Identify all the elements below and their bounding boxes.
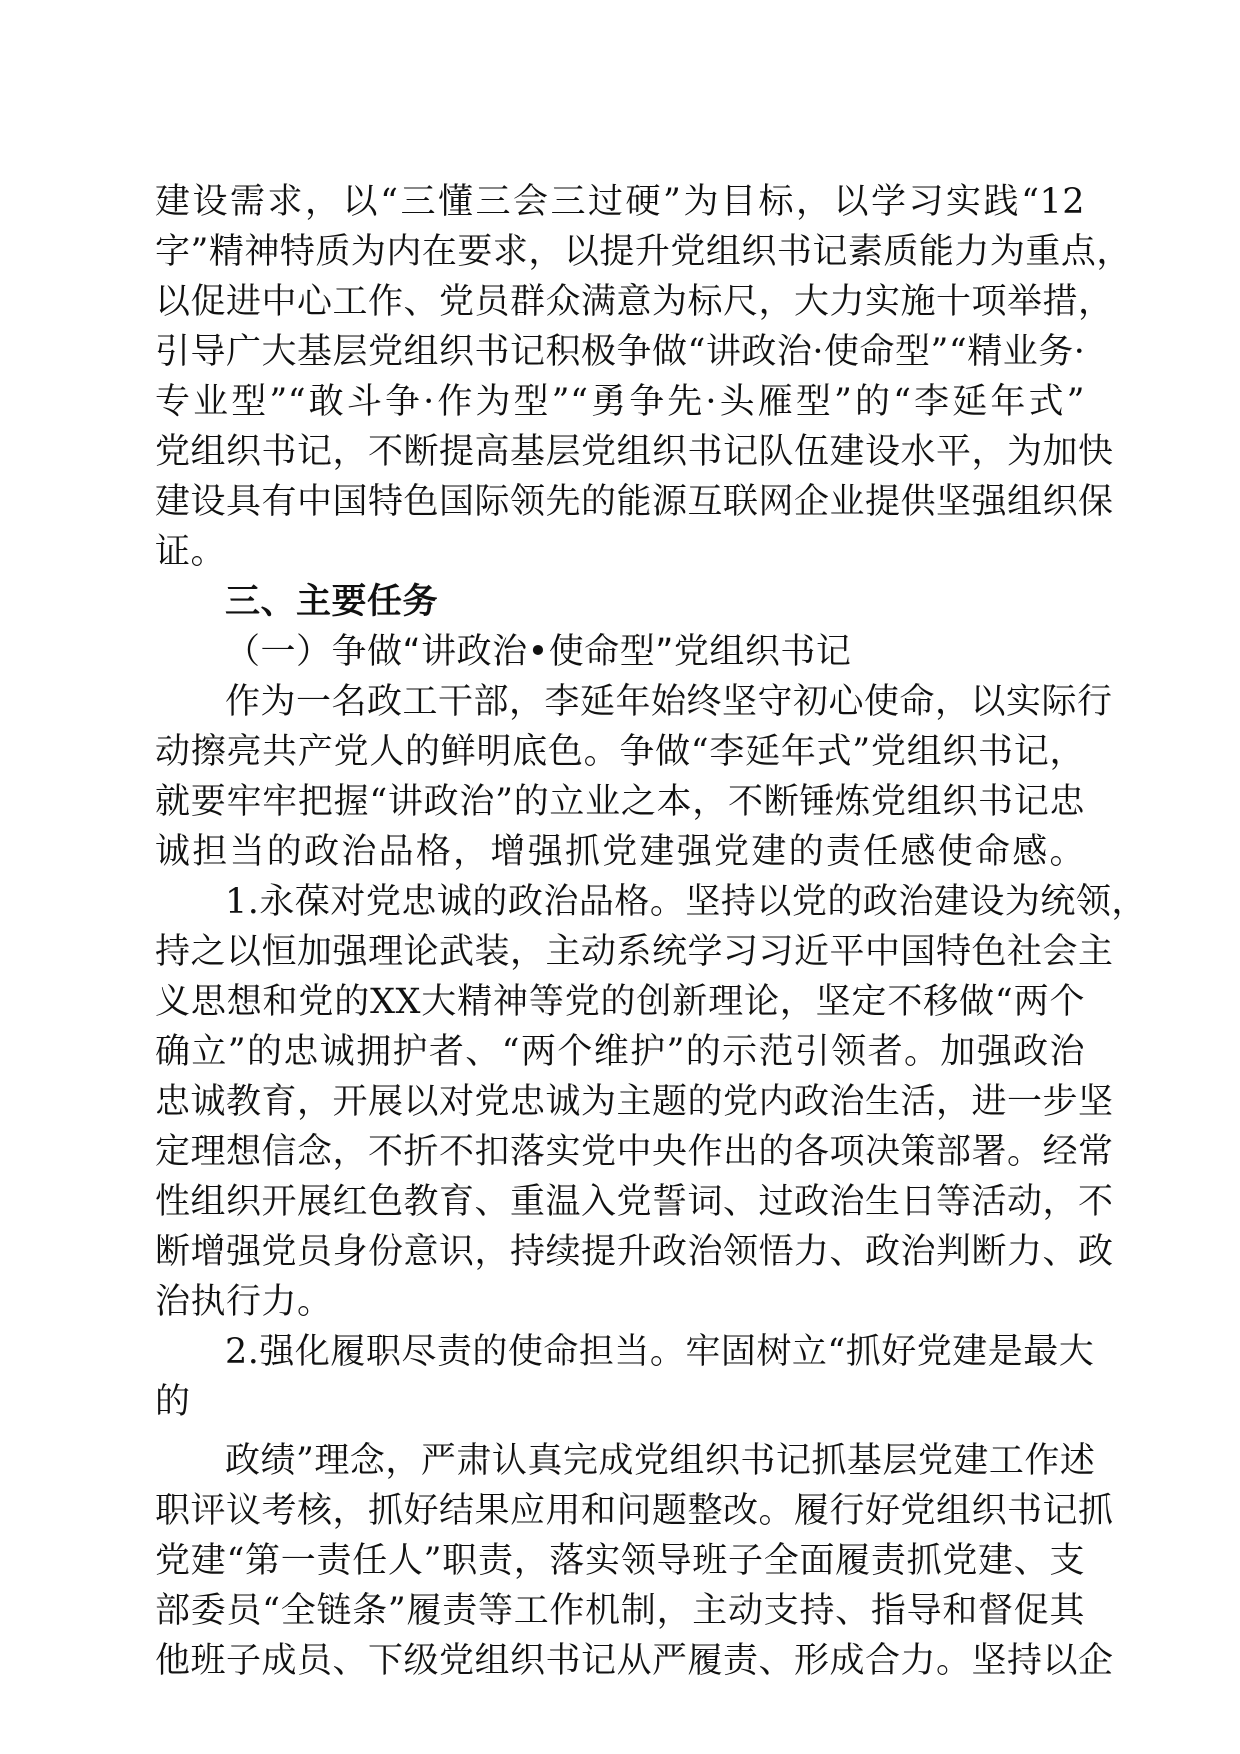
paragraph-line: 建设需求，以“三懂三会三过硬”为目标，以学习实践“12: [155, 182, 1085, 222]
paragraph-line: 专业型”“敢斗争·作为型”“勇争先·头雁型”的“李延年式”: [155, 382, 1085, 422]
paragraph-line: 党建“第一责任人”职责，落实领导班子全面履责抓党建、支: [155, 1541, 1085, 1581]
paragraph-line: 动擦亮共产党人的鲜明底色。争做“李延年式”党组织书记，: [155, 732, 1085, 772]
paragraph-line: 建设具有中国特色国际领先的能源互联网企业提供坚强组织保: [155, 482, 1114, 522]
paragraph-line: 引导广大基层党组织书记积极争做“讲政治·使命型”“精业务·: [155, 332, 1086, 372]
paragraph-line: 定理想信念，不折不扣落实党中央作出的各项决策部署。经常: [155, 1132, 1114, 1172]
paragraph-line: 他班子成员、下级党组织书记从严履责、形成合力。坚持以企: [155, 1641, 1114, 1681]
paragraph-line: 就要牢牢把握“讲政治”的立业之本，不断锤炼党组织书记忠: [155, 782, 1085, 822]
paragraph-line: 证。: [155, 532, 227, 572]
paragraph-line: 性组织开展红色教育、重温入党誓词、过政治生日等活动，不: [155, 1182, 1114, 1222]
paragraph-line: 确立”的忠诚拥护者、“两个维护”的示范引领者。加强政治: [155, 1032, 1085, 1072]
paragraph-line: 以促进中心工作、党员群众满意为标尺，大力实施十项举措，: [155, 282, 1114, 322]
paragraph-line: 部委员“全链条”履责等工作机制，主动支持、指导和督促其: [155, 1591, 1085, 1631]
paragraph-line: 职评议考核，抓好结果应用和问题整改。履行好党组织书记抓: [155, 1491, 1114, 1531]
paragraph-line: 党组织书记，不断提高基层党组织书记队伍建设水平，为加快: [155, 432, 1114, 472]
paragraph-line: 忠诚教育，开展以对党忠诚为主题的党内政治生活，进一步坚: [155, 1082, 1114, 1122]
paragraph-line: 义思想和党的XX大精神等党的创新理论，坚定不移做“两个: [155, 982, 1085, 1022]
section-heading: 三、主要任务: [225, 582, 439, 622]
paragraph-line: 诚担当的政治品格，增强抓党建强党建的责任感使命感。: [155, 832, 1085, 872]
paragraph-line: 治执行力。: [155, 1282, 333, 1322]
paragraph-line: 政绩”理念，严肃认真完成党组织书记抓基层党建工作述: [225, 1441, 1096, 1481]
paragraph-line: 持之以恒加强理论武装，主动系统学习习近平中国特色社会主: [155, 932, 1114, 972]
paragraph-line: 作为一名政工干部，李延年始终坚守初心使命，以实际行: [225, 682, 1113, 722]
paragraph-line: 字”精神特质为内在要求，以提升党组织书记素质能力为重点，: [155, 232, 1132, 272]
subsection-heading: （一）争做“讲政治•使命型”党组织书记: [225, 632, 852, 672]
paragraph-line: 断增强党员身份意识，持续提升政治领悟力、政治判断力、政: [155, 1232, 1114, 1272]
paragraph-line: 1.永葆对党忠诚的政治品格。坚持以党的政治建设为统领，: [225, 882, 1147, 922]
paragraph-line: 的: [155, 1382, 191, 1422]
paragraph-line: 2.强化履职尽责的使命担当。牢固树立“抓好党建是最大: [225, 1332, 1095, 1372]
